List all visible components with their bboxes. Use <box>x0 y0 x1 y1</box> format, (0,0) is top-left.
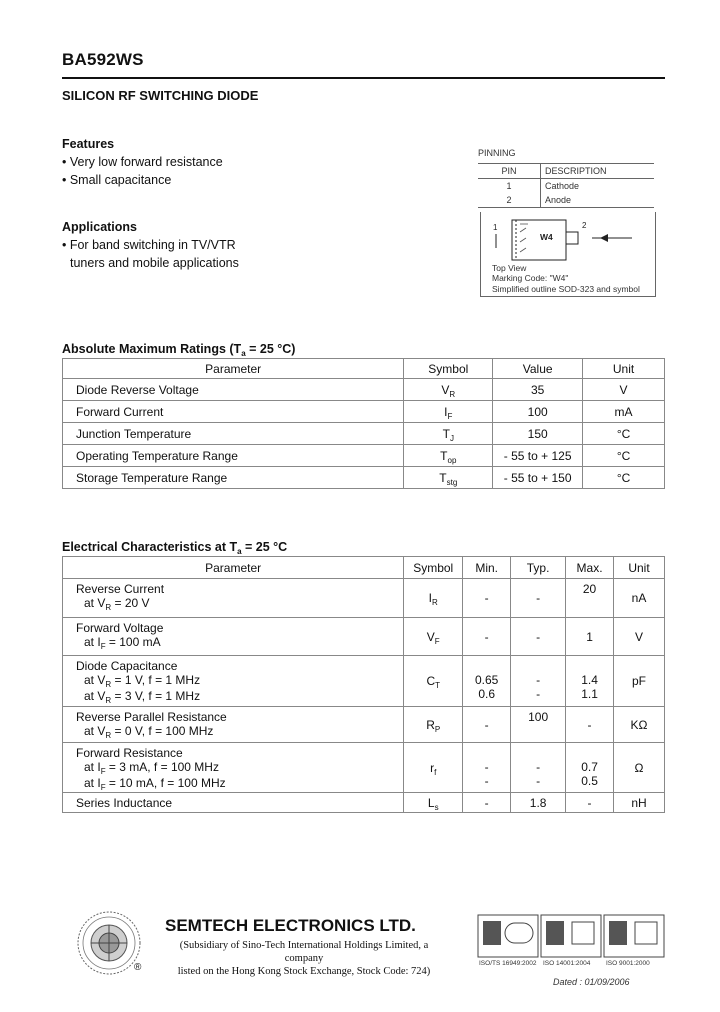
symbol-cell <box>404 467 493 489</box>
unit-cell: V <box>583 379 665 401</box>
diode-symbol-icon <box>592 234 632 242</box>
abs-max-title-text: = 25 °C) <box>245 342 296 356</box>
value-cell: 35 <box>493 379 583 401</box>
marking-code: W4 <box>540 232 553 242</box>
pin2-label: 2 <box>582 221 587 230</box>
table-row <box>63 467 665 489</box>
features-item: • Very low forward resistance <box>62 155 223 169</box>
symbol-main: T <box>439 470 447 485</box>
company-subsidiary-note <box>168 939 440 978</box>
value-cell: - 55 to + 125 <box>493 445 583 467</box>
elec-title-sub: a <box>237 547 242 556</box>
unit-cell: °C <box>583 423 665 445</box>
table-row <box>63 793 665 813</box>
pin1-label: 1 <box>493 223 498 232</box>
header-cell: Min. <box>463 557 511 579</box>
features-list <box>62 153 223 189</box>
applications-item: tuners and mobile applications <box>70 256 239 270</box>
param-cell <box>63 579 404 618</box>
param-name: Forward Voltage <box>76 621 164 635</box>
elec-title-text: Electrical Characteristics at T <box>62 540 238 554</box>
symbol-cell <box>404 423 493 445</box>
param-cell <box>63 707 404 743</box>
param-cell: Storage Temperature Range <box>63 467 404 489</box>
iso-9001-badge-icon <box>604 915 664 957</box>
param-cell <box>63 656 404 707</box>
param-condition: at $I_F = 3$ mA, f = 100 MHz <box>84 760 219 776</box>
min-cell: - <box>463 707 511 743</box>
max-cell: 0.7 0.5 <box>566 743 614 793</box>
pin-number: 1 <box>478 179 541 194</box>
applications-item: • For band switching in TV/VTR <box>62 238 236 252</box>
iso-14001-badge-icon <box>541 915 601 957</box>
header-cell: Value <box>493 359 583 379</box>
pinning-title: PINNING <box>478 148 516 158</box>
pinning-table <box>478 163 654 208</box>
min-cell: - - <box>463 743 511 793</box>
iso-ts16949-badge-icon <box>478 915 538 957</box>
table-row <box>63 707 665 743</box>
symbol-main: V <box>441 382 450 397</box>
param-cell: Operating Temperature Range <box>63 445 404 467</box>
unit-cell: V <box>614 618 665 656</box>
max-cell: 1 <box>566 618 614 656</box>
company-logo-icon <box>76 910 142 976</box>
table-row <box>63 401 665 423</box>
unit-cell: nH <box>614 793 665 813</box>
dated-label: Dated : 01/09/2006 <box>553 977 630 987</box>
param-condition: at $I_F = 10$ mA, f = 100 MHz <box>84 776 226 792</box>
header-cell: Parameter <box>63 359 404 379</box>
typ-cell: - - <box>511 743 566 793</box>
unit-cell: °C <box>583 467 665 489</box>
max-cell: 1.4 1.1 <box>566 656 614 707</box>
symbol-main: T <box>440 448 448 463</box>
param-condition: at $V_R = 1$ V, f = 1 MHz <box>84 673 201 689</box>
symbol-cell: $R_P$ <box>404 707 463 743</box>
symbol-sub: J <box>449 433 454 443</box>
param-cell <box>63 743 404 793</box>
registered-mark: ® <box>134 962 142 973</box>
applications-heading: Applications <box>62 220 138 234</box>
header-cell: Unit <box>614 557 665 579</box>
header-cell: Parameter <box>63 557 404 579</box>
symbol-main: T <box>442 426 450 441</box>
symbol-sub: F <box>447 411 453 421</box>
max-cell: - <box>566 793 614 813</box>
elec-char-table <box>62 556 665 813</box>
symbol-cell <box>404 379 493 401</box>
package-body-icon <box>496 220 578 260</box>
unit-cell: mA <box>583 401 665 423</box>
max-cell: - <box>566 707 614 743</box>
header-cell: Max. <box>566 557 614 579</box>
applications-list <box>62 236 239 272</box>
header-cell: Symbol <box>404 557 463 579</box>
param-condition: at $I_F = 100$ mA <box>84 635 161 651</box>
unit-cell: pF <box>614 656 665 707</box>
param-cell: Series Inductance <box>63 793 404 813</box>
abs-max-title-text: Absolute Maximum Ratings (T <box>62 342 242 356</box>
param-name: Reverse Current <box>76 582 165 596</box>
param-name: Reverse Parallel Resistance <box>76 710 227 724</box>
abs-max-title <box>62 342 295 356</box>
company-name: SEMTECH ELECTRONICS LTD. <box>165 916 416 935</box>
max-cell: 20 <box>566 579 614 618</box>
part-number-title: BA592WS <box>62 50 144 69</box>
abs-max-title-sub: a <box>241 349 246 358</box>
features-item: • Small capacitance <box>62 173 172 187</box>
min-cell: - <box>463 793 511 813</box>
package-note: Marking Code: "W4" <box>492 273 569 283</box>
symbol-cell: $L_s$ <box>404 793 463 813</box>
abs-max-table <box>62 358 665 489</box>
symbol-cell: $I_R$ <box>404 579 463 618</box>
pinning-header-row <box>478 164 654 179</box>
symbol-cell <box>404 401 493 423</box>
table-row <box>63 618 665 656</box>
typ-cell: - <box>511 579 566 618</box>
abs-max-header-row <box>63 359 665 379</box>
typ-cell: - - <box>511 656 566 707</box>
symbol-sub: op <box>447 455 457 465</box>
param-name: Diode Capacitance <box>76 659 178 673</box>
unit-cell: °C <box>583 445 665 467</box>
param-condition: at $V_R = 0$ V, f = 100 MHz <box>84 724 214 740</box>
part-subtitle: SILICON RF SWITCHING DIODE <box>62 88 259 103</box>
typ-cell: 100 <box>511 707 566 743</box>
table-row <box>63 743 665 793</box>
table-row <box>63 445 665 467</box>
table-row <box>63 656 665 707</box>
param-cell: Diode Reverse Voltage <box>63 379 404 401</box>
elec-header-row <box>63 557 665 579</box>
cert-label: ISO 9001:2000 <box>606 960 650 967</box>
cert-label: ISO 14001:2004 <box>543 960 591 967</box>
company-note-line: (Subsidiary of Sino-Tech International Holdings Limited, a company <box>179 940 429 964</box>
value-cell: 150 <box>493 423 583 445</box>
param-condition: at $V_R = 3$ V, f = 1 MHz <box>84 689 201 705</box>
value-cell: 100 <box>493 401 583 423</box>
header-cell: Typ. <box>511 557 566 579</box>
table-row <box>63 423 665 445</box>
features-heading: Features <box>62 137 115 151</box>
value-cell: - 55 to + 150 <box>493 467 583 489</box>
param-cell <box>63 618 404 656</box>
symbol-main: I <box>444 404 448 419</box>
min-cell: 0.65 0.6 <box>463 656 511 707</box>
package-note: Top View <box>492 263 527 273</box>
symbol-cell: $V_F$ <box>404 618 463 656</box>
table-row <box>63 579 665 618</box>
pinning-row <box>478 179 654 194</box>
symbol-cell <box>404 445 493 467</box>
unit-cell: nA <box>614 579 665 618</box>
unit-cell: Ω <box>614 743 665 793</box>
param-cell: Junction Temperature <box>63 423 404 445</box>
pin-number: 2 <box>478 193 541 208</box>
cert-label: ISO/TS 16949:2002 <box>479 960 537 967</box>
symbol-sub: stg <box>446 477 458 487</box>
elec-title-text: = 25 °C <box>241 540 288 554</box>
symbol-cell: $r_f$ <box>404 743 463 793</box>
unit-cell: KΩ <box>614 707 665 743</box>
pin-description: Anode <box>541 193 655 208</box>
package-note: Simplified outline SOD-323 and symbol <box>492 284 640 294</box>
min-cell: - <box>463 618 511 656</box>
table-row <box>63 379 665 401</box>
certification-badges <box>477 914 665 960</box>
param-name: Forward Resistance <box>76 746 183 760</box>
header-cell: Unit <box>583 359 665 379</box>
header-cell: Symbol <box>404 359 493 379</box>
min-cell: - <box>463 579 511 618</box>
desc-col-header: DESCRIPTION <box>541 164 655 179</box>
sod323-outline-diagram <box>480 212 654 262</box>
symbol-cell: $C_T$ <box>404 656 463 707</box>
pin-description: Cathode <box>545 181 580 191</box>
pinning-row <box>478 193 654 208</box>
company-note-line: listed on the Hong Kong Stock Exchange, Stock Code: 724) <box>177 966 431 977</box>
param-condition: at $V_R = 20$ V <box>84 596 150 612</box>
symbol-sub: R <box>449 389 456 399</box>
elec-char-title <box>62 540 287 554</box>
typ-cell: - <box>511 618 566 656</box>
title-rule <box>62 77 665 79</box>
typ-cell: 1.8 <box>511 793 566 813</box>
param-cell: Forward Current <box>63 401 404 423</box>
pin-col-header: PIN <box>478 164 541 179</box>
